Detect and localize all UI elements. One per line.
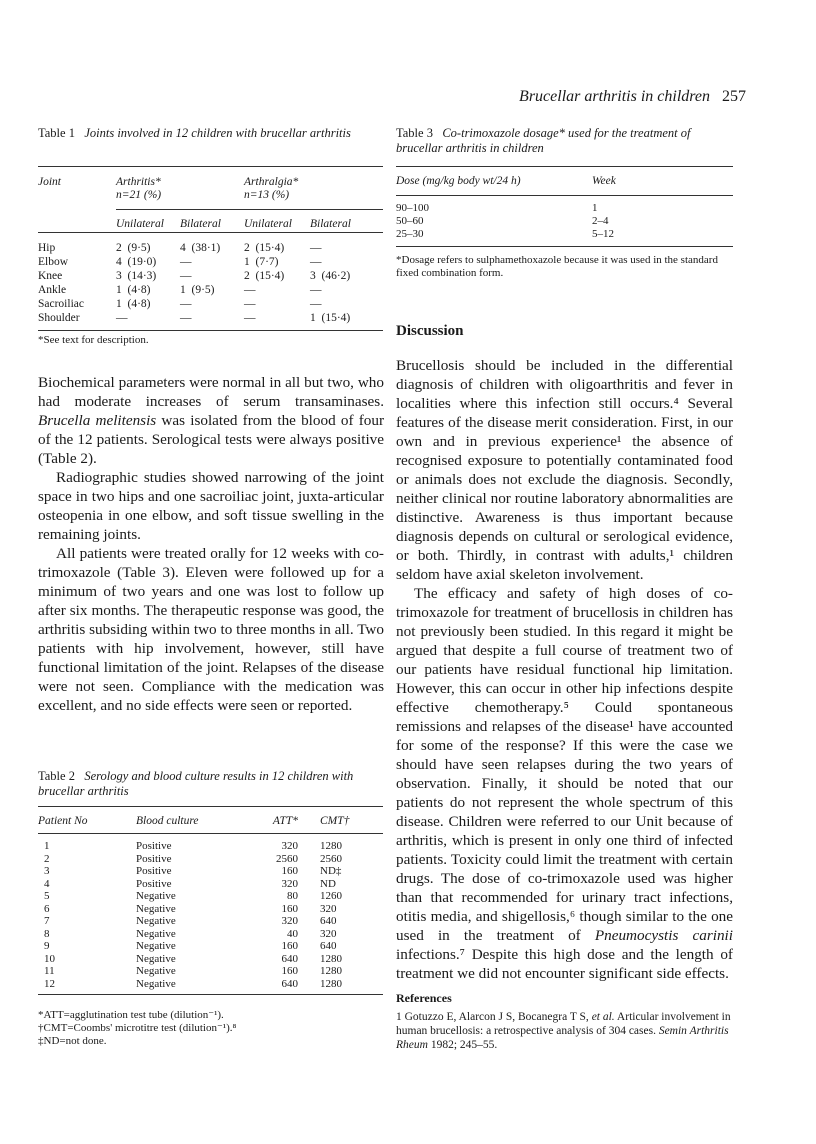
table3-dose: 90–100 bbox=[396, 202, 429, 214]
p1-pre: Biochemical parameters were normal in all but two, who had moderate increases of serum transaminases. bbox=[38, 374, 384, 410]
table-row bbox=[38, 284, 383, 298]
table3-dose: 25–30 bbox=[396, 228, 424, 240]
table1-arthralgia-unilateral: 2 (15·4) bbox=[244, 242, 285, 254]
p2-italic: Pneumocystis carinii bbox=[594, 927, 733, 944]
discussion-paragraph-1: Brucellosis should be included in the differential diagnosis of children with oligoarthritis and fever in localities where this infection still occurs.⁴ Several features of the disease merit consideration. First, in our own and in previous experience¹ the absence of recognised exposure to potentially contaminated food or animals does not exclude the diagnosis. Secondly, neither clinical nor routine laboratory abnormalities are distinctive. Awareness is thus important because diagnosis depends on cultural or serological evidence, or both. Thirdly, in contrast with adults,¹ children seldom have axial skeleton involvement. bbox=[396, 357, 733, 583]
table2 bbox=[38, 806, 383, 995]
table1-g-unilateral: Unilateral bbox=[244, 218, 292, 230]
table1-caption bbox=[38, 126, 383, 141]
table2-blood-culture: Positive bbox=[136, 840, 172, 852]
table2-cmt: 320 bbox=[320, 902, 337, 915]
table-row bbox=[396, 215, 733, 228]
table1-group-arthritis bbox=[116, 167, 244, 203]
table1-joint: Elbow bbox=[38, 256, 69, 268]
table-row bbox=[38, 853, 383, 866]
table2-cmt: 1280 bbox=[320, 977, 342, 990]
table-row bbox=[396, 202, 733, 215]
table-row bbox=[38, 840, 383, 853]
table2-att: 320 bbox=[281, 915, 298, 927]
table2-blood-culture: Positive bbox=[136, 865, 172, 877]
table2-footnotes bbox=[38, 1009, 383, 1048]
table2-blood-culture: Negative bbox=[136, 965, 176, 977]
discussion-paragraph-2 bbox=[396, 584, 733, 983]
table2-patient-no: 10 bbox=[44, 952, 55, 965]
table2-cmt: ND bbox=[320, 877, 336, 890]
table1-arthritis-unilateral: 4 (19·0) bbox=[116, 256, 157, 268]
table1-subheader-row bbox=[38, 202, 383, 233]
table1-arthritis-bilateral: — bbox=[180, 298, 192, 310]
table2-cmt: 1280 bbox=[320, 840, 342, 852]
ref1-etal: et al. bbox=[591, 1011, 615, 1023]
running-title: Brucellar arthritis in children bbox=[519, 88, 710, 105]
table2-patient-no: 11 bbox=[44, 965, 55, 977]
table1-arthritis-bilateral: — bbox=[180, 270, 192, 282]
table2-att: 640 bbox=[281, 977, 298, 990]
table1-arthritis-unilateral: 1 (4·8) bbox=[116, 284, 151, 296]
table2-patient-no: 3 bbox=[44, 865, 50, 877]
table3-caption bbox=[396, 126, 733, 156]
table1-group2-n: n=13 (%) bbox=[244, 189, 290, 201]
table2-att: 40 bbox=[287, 927, 298, 940]
table2-patient-no: 1 bbox=[44, 840, 50, 852]
table2-col-att: ATT* bbox=[272, 815, 298, 827]
table3-col-week: Week bbox=[592, 175, 616, 187]
table1-joint: Sacroiliac bbox=[38, 298, 84, 310]
table1-joint: Hip bbox=[38, 242, 56, 254]
table1-arthralgia-bilateral: 1 (15·4) bbox=[310, 312, 351, 324]
table2-footnote-nd: ‡ND=not done. bbox=[38, 1035, 107, 1047]
p2-pre: The efficacy and safety of high doses of co-trimoxazole for treatment of brucellosis in children has not previously been studied. In this regard it might be argued that despite a full course of treatment two of our patients have residual functional hip limitation. However, this can occur in other hip infections despite effective chemotherapy.⁵ Could spontaneous remissions and relapses of the disease¹ have accounted for some of the response? If this were the case we should have seen relapses during the two years of observation. Finally, it should be noted that our patients do not represent the whole spectrum of this disease. Children were referred to our Unit because of arthritis, which is present in only one third of infected patients. Toxicity could limit the treatment with certain drugs. The dose of co-trimoxazole used was higher than that recommended for urinary tract infections, otitis media, and shigellosis,⁶ though similar to the one used in the treatment of bbox=[396, 585, 733, 944]
table3-col-dose: Dose (mg/kg body wt/24 h) bbox=[396, 175, 521, 187]
table3-dose: 50–60 bbox=[396, 215, 424, 227]
references-heading: References bbox=[396, 991, 452, 1005]
table2-cmt: 640 bbox=[320, 940, 337, 952]
table2-patient-no: 7 bbox=[44, 915, 50, 927]
table3 bbox=[396, 166, 733, 247]
table1-group-arthralgia bbox=[244, 167, 383, 203]
paragraph-radiographic: Radiographic studies showed narrowing of the joint space in two hips and one sacroiliac joint, juxta-articular osteopenia in one elbow, and soft tissue swelling in the remaining joints. bbox=[38, 469, 384, 543]
table1-arthritis-bilateral: 4 (38·1) bbox=[180, 242, 221, 254]
table1-arthralgia-bilateral: — bbox=[310, 298, 322, 310]
table2-cmt: 640 bbox=[320, 915, 337, 927]
table2-patient-no: 2 bbox=[44, 852, 50, 865]
table1-arthralgia-unilateral: — bbox=[244, 284, 256, 296]
table1-arthritis-bilateral: — bbox=[180, 256, 192, 268]
table-row bbox=[38, 256, 383, 270]
table2-att: 160 bbox=[281, 940, 298, 952]
table2-cmt: 1280 bbox=[320, 952, 342, 965]
table2-att: 80 bbox=[287, 890, 298, 902]
table3-caption-text: Co-trimoxazole dosage* used for the treatment of brucellar arthritis in children bbox=[396, 126, 691, 155]
table2-blood-culture: Negative bbox=[136, 952, 176, 965]
table2-patient-no: 8 bbox=[44, 927, 50, 940]
table-row bbox=[38, 915, 383, 928]
table2-col-culture: Blood culture bbox=[136, 815, 199, 827]
running-header bbox=[519, 88, 746, 106]
table2-footnote-cmt: †CMT=Coombs' microtitre test (dilution⁻¹).⁸ bbox=[38, 1022, 237, 1034]
table2-blood-culture: Negative bbox=[136, 902, 176, 915]
table1-group2-label: Arthralgia* bbox=[244, 176, 299, 188]
paragraph-biochemical bbox=[38, 373, 384, 468]
table2-cmt: 2560 bbox=[320, 852, 342, 865]
ref1-authors: 1 Gotuzzo E, Alarcon J S, Bocanegra T S, bbox=[396, 1011, 592, 1023]
table3-week: 1 bbox=[592, 202, 598, 214]
paragraph-treatment: All patients were treated orally for 12 weeks with co-trimoxazole (Table 3). Eleven were followed up for a minimum of two years and one was lost to follow up after six months. The therapeutic response was good, the arthritis subsiding within two to three months in all. Two patients with hip involvement, however, still have functional limitation of the joint. Relapses of the disease were not seen. Compliance with the medication was excellent, and no side effects were seen or reported. bbox=[38, 545, 384, 714]
table2-att: 320 bbox=[281, 877, 298, 890]
table1-arthritis-unilateral: — bbox=[116, 312, 128, 324]
table2-caption-label: Table 2 bbox=[38, 769, 75, 783]
table2-cmt: 1280 bbox=[320, 965, 342, 977]
table1-arthralgia-bilateral: — bbox=[310, 242, 322, 254]
table2-blood-culture: Negative bbox=[136, 890, 176, 902]
table2-caption bbox=[38, 769, 383, 799]
table2-blood-culture: Negative bbox=[136, 977, 176, 990]
table1-joint: Shoulder bbox=[38, 312, 80, 324]
table2-patient-no: 5 bbox=[44, 890, 50, 902]
table1-arthralgia-bilateral: — bbox=[310, 256, 322, 268]
table-row bbox=[38, 878, 383, 891]
ref1-title: Articular involvement in human brucellosis: a retrospective analysis of 304 cases. bbox=[396, 1011, 731, 1037]
table3-caption-label: Table 3 bbox=[396, 126, 433, 140]
table1-header-row bbox=[38, 167, 383, 203]
table2-att: 320 bbox=[281, 840, 298, 852]
table3-week: 2–4 bbox=[592, 215, 609, 227]
table2-att: 160 bbox=[281, 865, 298, 877]
table1-caption-label: Table 1 bbox=[38, 126, 75, 140]
table2-blood-culture: Positive bbox=[136, 852, 172, 865]
ref1-journal: Semin Arthritis Rheum bbox=[396, 1025, 729, 1051]
table2-blood-culture: Negative bbox=[136, 915, 176, 927]
table-row bbox=[38, 865, 383, 878]
table3-header-row bbox=[396, 167, 733, 196]
table2-patient-no: 4 bbox=[44, 877, 50, 890]
p1-post: was isolated from the blood of four of the 12 patients. Serological tests were always positive (Table 2). bbox=[38, 412, 385, 467]
table1 bbox=[38, 166, 383, 331]
table2-header-row bbox=[38, 807, 383, 834]
table-row bbox=[38, 270, 383, 284]
left-column-text bbox=[38, 373, 384, 715]
table1-arthralgia-unilateral: 1 (7·7) bbox=[244, 256, 279, 268]
page-number: 257 bbox=[722, 88, 746, 105]
table2-att: 640 bbox=[281, 952, 298, 965]
table1-arthralgia-unilateral: — bbox=[244, 298, 256, 310]
table2-cmt: ND‡ bbox=[320, 865, 342, 877]
table-row bbox=[38, 312, 383, 326]
table-row bbox=[38, 953, 383, 966]
table1-a-bilateral: Bilateral bbox=[180, 218, 221, 230]
table3-footnote: *Dosage refers to sulphamethoxazole because it was used in the standard fixed combination form. bbox=[396, 254, 718, 279]
table1-arthritis-unilateral: 1 (4·8) bbox=[116, 298, 151, 310]
table1-group1-label: Arthritis* bbox=[116, 176, 161, 188]
table1-arthritis-unilateral: 3 (14·3) bbox=[116, 270, 157, 282]
table2-att: 2560 bbox=[276, 852, 298, 865]
table1-arthralgia-bilateral: — bbox=[310, 284, 322, 296]
table1-joint: Knee bbox=[38, 270, 63, 282]
table1-arthritis-unilateral: 2 (9·5) bbox=[116, 242, 151, 254]
table2-cmt: 1260 bbox=[320, 890, 342, 902]
table2-patient-no: 6 bbox=[44, 902, 50, 915]
p2-post: infections.⁷ Despite this high dose and the length of treatment we did not encounter significant side effects. bbox=[396, 946, 733, 982]
table1-caption-text: Joints involved in 12 children with brucellar arthritis bbox=[84, 126, 351, 140]
table1-a-unilateral: Unilateral bbox=[116, 218, 164, 230]
table2-blood-culture: Positive bbox=[136, 877, 172, 890]
table2-caption-text: Serology and blood culture results in 12 children with brucellar arthritis bbox=[38, 769, 354, 798]
table1-g-bilateral: Bilateral bbox=[310, 218, 351, 230]
table2-col-patient: Patient No bbox=[38, 815, 88, 827]
table-row bbox=[38, 890, 383, 903]
table2-col-cmt: CMT† bbox=[320, 815, 350, 827]
discussion-text bbox=[396, 356, 733, 983]
table3-week: 5–12 bbox=[592, 228, 614, 240]
table-row bbox=[38, 903, 383, 916]
p1-italic: Brucella melitensis bbox=[38, 412, 157, 429]
table-row bbox=[38, 298, 383, 312]
table-row bbox=[38, 940, 383, 953]
table1-arthritis-bilateral: — bbox=[180, 312, 192, 324]
table2-patient-no: 12 bbox=[44, 977, 55, 990]
table-row bbox=[38, 978, 383, 991]
table1-arthritis-bilateral: 1 (9·5) bbox=[180, 284, 215, 296]
table2-att: 160 bbox=[281, 902, 298, 915]
reference-1 bbox=[396, 1010, 733, 1052]
table1-col-joint: Joint bbox=[38, 176, 61, 188]
table1-group1-n: n=21 (%) bbox=[116, 189, 162, 201]
table2-footnote-att: *ATT=agglutination test tube (dilution⁻¹). bbox=[38, 1009, 224, 1021]
table1-arthralgia-unilateral: — bbox=[244, 312, 256, 324]
discussion-heading: Discussion bbox=[396, 323, 464, 339]
table-row bbox=[38, 242, 383, 256]
table1-footnote: *See text for description. bbox=[38, 334, 149, 346]
table2-cmt: 320 bbox=[320, 927, 337, 940]
table-row bbox=[396, 228, 733, 241]
table2-blood-culture: Negative bbox=[136, 927, 176, 940]
table2-patient-no: 9 bbox=[44, 940, 50, 952]
table-row bbox=[38, 928, 383, 941]
table-row bbox=[38, 965, 383, 978]
table1-joint: Ankle bbox=[38, 284, 67, 296]
table1-arthralgia-unilateral: 2 (15·4) bbox=[244, 270, 285, 282]
table1-arthralgia-bilateral: 3 (46·2) bbox=[310, 270, 351, 282]
ref1-year: 1982; 245–55. bbox=[427, 1039, 498, 1051]
table2-blood-culture: Negative bbox=[136, 940, 176, 952]
table2-att: 160 bbox=[281, 965, 298, 977]
